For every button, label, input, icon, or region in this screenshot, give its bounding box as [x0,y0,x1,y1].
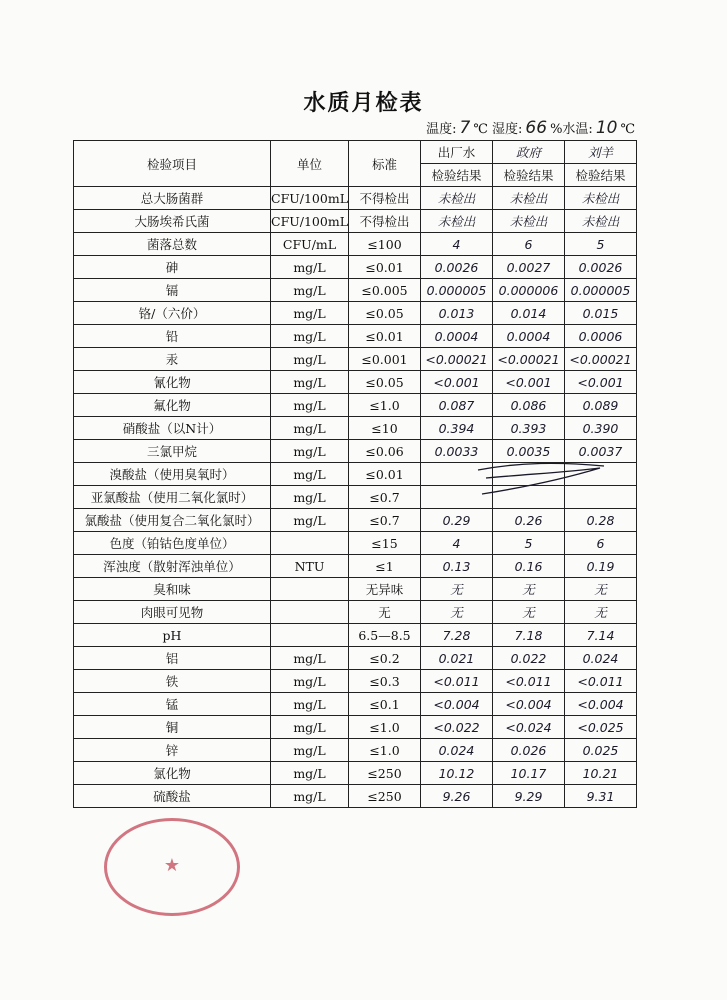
cell-result-3: 0.015 [565,302,637,325]
cell-result-2: 0.26 [493,509,565,532]
cell-result-3: <0.004 [565,693,637,716]
cell-unit: mg/L [271,693,349,716]
cell-result-2: <0.001 [493,371,565,394]
cell-item: pH [74,624,271,647]
cell-standard: 6.5—8.5 [349,624,421,647]
cell-unit: mg/L [271,509,349,532]
cell-result-2: 0.022 [493,647,565,670]
cell-item: 三氯甲烷 [74,440,271,463]
cell-result-1: 10.12 [421,762,493,785]
cell-unit: CFU/100mL [271,210,349,233]
header-item: 检验项目 [74,141,271,187]
cell-result-3: 0.025 [565,739,637,762]
cell-standard: ≤1 [349,555,421,578]
cell-result-2: <0.004 [493,693,565,716]
cell-result-1: 0.000005 [421,279,493,302]
cell-item: 亚氯酸盐（使用二氧化氯时） [74,486,271,509]
cell-result-2: 0.0004 [493,325,565,348]
cell-standard: 无异味 [349,578,421,601]
cell-standard: ≤1.0 [349,394,421,417]
temp-label: 温度: [426,122,457,137]
cell-item: 浑浊度（散射浑浊单位） [74,555,271,578]
cell-result-1: 0.0026 [421,256,493,279]
cell-result-2: 10.17 [493,762,565,785]
cell-result-3: 6 [565,532,637,555]
cell-item: 氰化物 [74,371,271,394]
cell-result-1: 无 [421,601,493,624]
cell-result-1: <0.004 [421,693,493,716]
cell-unit: CFU/100mL [271,187,349,210]
cell-item: 锰 [74,693,271,716]
cell-result-3: 0.390 [565,417,637,440]
cell-result-3: 5 [565,233,637,256]
cell-standard: ≤10 [349,417,421,440]
cell-standard: ≤0.06 [349,440,421,463]
cell-standard: 无 [349,601,421,624]
header-col1-name: 出厂水 [421,141,493,164]
cell-item: 总大肠菌群 [74,187,271,210]
cell-result-2: 0.014 [493,302,565,325]
cell-result-2: 未检出 [493,210,565,233]
cell-item: 臭和味 [74,578,271,601]
cell-result-2: 9.29 [493,785,565,808]
cell-unit: mg/L [271,325,349,348]
cell-result-2: 5 [493,532,565,555]
cell-item: 氯化物 [74,762,271,785]
cell-item: 硝酸盐（以N计） [74,417,271,440]
cell-item: 汞 [74,348,271,371]
cell-unit: mg/L [271,440,349,463]
cell-unit: mg/L [271,302,349,325]
cell-result-1: 0.0004 [421,325,493,348]
page-title: 水质月检表 [303,90,424,116]
official-seal [104,818,240,916]
cell-standard: ≤0.001 [349,348,421,371]
cell-result-1: 0.13 [421,555,493,578]
cell-item: 溴酸盐（使用臭氧时） [74,463,271,486]
cell-result-2: 0.0027 [493,256,565,279]
cell-standard: ≤0.05 [349,371,421,394]
cell-standard: ≤250 [349,762,421,785]
cell-unit: mg/L [271,256,349,279]
cell-result-1: 0.394 [421,417,493,440]
cell-result-3: <0.001 [565,371,637,394]
cell-result-1: 7.28 [421,624,493,647]
cell-result-2: 0.086 [493,394,565,417]
cell-result-1: 0.021 [421,647,493,670]
cell-standard: ≤0.01 [349,256,421,279]
temp-value: 7 [459,118,471,138]
water-temp-unit: ℃ [620,122,635,137]
cell-item: 肉眼可见物 [74,601,271,624]
cell-result-2: 无 [493,578,565,601]
header-result-3: 检验结果 [565,164,637,187]
cell-result-3: <0.00021 [565,348,637,371]
cell-unit: mg/L [271,762,349,785]
cell-unit: mg/L [271,670,349,693]
cell-result-2: 未检出 [493,187,565,210]
humidity-unit: % [550,122,563,137]
cell-result-1: 未检出 [421,187,493,210]
cell-result-2: 0.0035 [493,440,565,463]
cell-item: 硫酸盐 [74,785,271,808]
cell-standard: ≤0.01 [349,463,421,486]
cell-standard: ≤15 [349,532,421,555]
cell-standard: ≤1.0 [349,716,421,739]
header-unit: 单位 [271,141,349,187]
cell-result-2: <0.00021 [493,348,565,371]
cell-item: 铁 [74,670,271,693]
cell-item: 色度（铂钴色度单位） [74,532,271,555]
header-result-1: 检验结果 [421,164,493,187]
cell-result-1: 0.29 [421,509,493,532]
header-col3-name: 刘羊 [565,141,637,164]
humidity-value: 66 [525,118,548,138]
cell-result-3: 0.0006 [565,325,637,348]
cell-result-3: 0.089 [565,394,637,417]
cell-result-3: 0.19 [565,555,637,578]
cell-unit: mg/L [271,371,349,394]
cell-result-3: 0.000005 [565,279,637,302]
cell-result-3: 未检出 [565,187,637,210]
water-temp-label: 水温: [562,122,593,137]
cell-result-2: <0.024 [493,716,565,739]
cell-standard: ≤0.1 [349,693,421,716]
cell-result-1: 0.087 [421,394,493,417]
cell-result-1: <0.011 [421,670,493,693]
cell-standard: ≤0.005 [349,279,421,302]
cell-result-3: 9.31 [565,785,637,808]
cell-result-3: 0.0037 [565,440,637,463]
header-col2-name: 政府 [493,141,565,164]
cell-result-1: <0.001 [421,371,493,394]
cell-result-1: 4 [421,532,493,555]
cell-result-3: 0.28 [565,509,637,532]
cell-result-1: 未检出 [421,210,493,233]
cell-unit: CFU/mL [271,233,349,256]
cell-standard: 不得检出 [349,187,421,210]
cell-item: 砷 [74,256,271,279]
cell-result-1: 0.013 [421,302,493,325]
cell-result-1: 4 [421,233,493,256]
cell-result-2: 0.16 [493,555,565,578]
cell-unit: mg/L [271,463,349,486]
cell-standard: ≤0.01 [349,325,421,348]
strike-line-2 [482,468,600,494]
cell-result-3: <0.011 [565,670,637,693]
cell-standard: ≤0.2 [349,647,421,670]
cell-result-1: <0.022 [421,716,493,739]
cell-unit: mg/L [271,785,349,808]
cell-result-2: <0.011 [493,670,565,693]
cell-result-3: 0.024 [565,647,637,670]
header-result-2: 检验结果 [493,164,565,187]
cell-item: 氯酸盐（使用复合二氧化氯时） [74,509,271,532]
cell-item: 铜 [74,716,271,739]
cell-item: 锌 [74,739,271,762]
cell-unit: mg/L [271,417,349,440]
header-standard: 标准 [349,141,421,187]
cell-result-3: 0.0026 [565,256,637,279]
cell-item: 大肠埃希氏菌 [74,210,271,233]
cell-item: 铬/（六价） [74,302,271,325]
cell-result-1: 0.0033 [421,440,493,463]
cell-result-3: 10.21 [565,762,637,785]
cell-unit: mg/L [271,739,349,762]
cell-standard: ≤0.3 [349,670,421,693]
cell-result-3: 无 [565,578,637,601]
cell-result-2: 6 [493,233,565,256]
cell-unit: mg/L [271,486,349,509]
strike-line-1 [478,463,604,470]
cell-result-1: <0.00021 [421,348,493,371]
cell-result-2: 无 [493,601,565,624]
cell-result-1: 0.024 [421,739,493,762]
cell-standard: ≤0.05 [349,302,421,325]
cell-standard: ≤0.7 [349,486,421,509]
temp-unit: ℃ [473,122,488,137]
cell-standard: ≤100 [349,233,421,256]
cell-standard: ≤1.0 [349,739,421,762]
cell-unit: mg/L [271,716,349,739]
cell-result-2: 0.000006 [493,279,565,302]
cell-standard: 不得检出 [349,210,421,233]
cell-item: 镉 [74,279,271,302]
seal-star-icon: ★ [163,855,181,876]
cell-result-3: 无 [565,601,637,624]
cell-result-1: 无 [421,578,493,601]
humidity-label: 湿度: [492,122,523,137]
cell-unit: mg/L [271,279,349,302]
cell-standard: ≤250 [349,785,421,808]
cell-result-3: 未检出 [565,210,637,233]
cell-item: 铝 [74,647,271,670]
cell-unit: mg/L [271,394,349,417]
cell-result-2: 0.026 [493,739,565,762]
cell-result-2: 7.18 [493,624,565,647]
cell-unit: NTU [271,555,349,578]
cell-item: 铅 [74,325,271,348]
cell-result-3: <0.025 [565,716,637,739]
cell-standard: ≤0.7 [349,509,421,532]
cell-item: 菌落总数 [74,233,271,256]
water-temp-value: 10 [595,118,618,138]
cell-item: 氟化物 [74,394,271,417]
cell-result-1: 9.26 [421,785,493,808]
cell-unit: mg/L [271,647,349,670]
cell-result-2: 0.393 [493,417,565,440]
cell-result-3: 7.14 [565,624,637,647]
cell-unit: mg/L [271,348,349,371]
